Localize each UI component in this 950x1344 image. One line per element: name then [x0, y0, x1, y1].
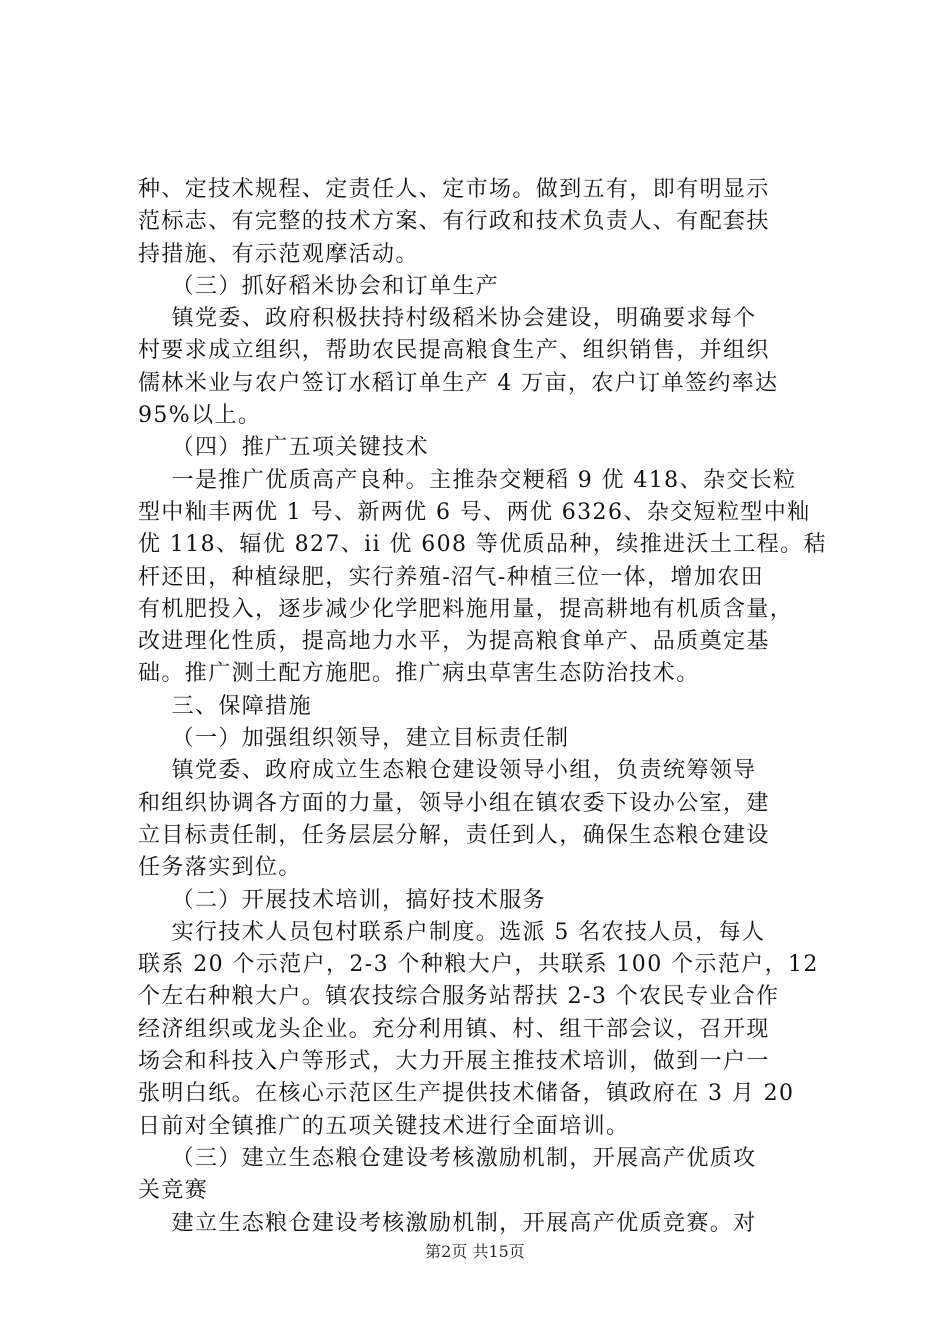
text-line: 场会和科技入户等形式，大力开展主推技术培训，做到一户一 [138, 1049, 770, 1075]
text-line: 杆还田，种植绿肥，实行养殖-沼气-种植三位一体，增加农田 [138, 564, 765, 590]
text-line: 镇党委、政府成立生态粮仓建设领导小组，负责统筹领导 [138, 758, 757, 784]
text-line: 个左右种粮大户。镇农技综合服务站帮扶 2-3 个农民专业合作 [138, 984, 780, 1010]
text-line: 建立生态粮仓建设考核激励机制，开展高产优质竞赛。对 [138, 1210, 757, 1236]
text-line: 任务落实到位。 [138, 855, 302, 881]
text-line: 型中籼丰两优 1 号、新两优 6 号、两优 6326、杂交短粒型中籼 [138, 499, 811, 525]
text-line: （四）推广五项关键技术 [138, 435, 429, 461]
text-line: 儒林米业与农户签订水稻订单生产 4 万亩，农户订单签约率达 [138, 370, 779, 396]
text-line: 联系 20 个示范户，2-3 个种粮大户，共联系 100 个示范户，12 [138, 952, 819, 978]
text-line: 一是推广优质高产良种。主推杂交粳稻 9 优 418、杂交长粒 [138, 467, 797, 493]
text-line: 础。推广测土配方施肥。推广病虫草害生态防治技术。 [138, 661, 700, 687]
text-line: 范标志、有完整的技术方案、有行政和技术负责人、有配套扶 [138, 209, 770, 235]
text-line: 实行技术人员包村联系户制度。选派 5 名农技人员，每人 [138, 919, 766, 945]
text-line: 张明白纸。在核心示范区生产提供技术储备，镇政府在 3 月 20 [138, 1081, 795, 1107]
text-line: 村要求成立组织，帮助农民提高粮食生产、组织销售，并组织 [138, 338, 770, 364]
text-line: 95%以上。 [138, 403, 262, 429]
text-line: 日前对全镇推广的五项关键技术进行全面培训。 [138, 1113, 630, 1139]
text-line: （三）抓好稻米协会和订单生产 [138, 273, 500, 299]
text-line: 关竞赛 [138, 1178, 209, 1204]
text-line: 和组织协调各方面的力量，领导小组在镇农委下设办公室，建 [138, 790, 770, 816]
document-body [138, 174, 838, 1240]
text-line: 改进理化性质，提高地力水平，为提高粮食单产、品质奠定基 [138, 629, 770, 655]
text-line: 有机肥投入，逐步减少化学肥料施用量，提高耕地有机质含量， [138, 596, 794, 622]
page-footer: 第2页 共15页 [425, 1242, 525, 1261]
text-line: 立目标责任制，任务层层分解，责任到人，确保生态粮仓建设 [138, 822, 770, 848]
text-line: 种、定技术规程、定责任人、定市场。做到五有，即有明显示 [138, 177, 770, 202]
text-line: 优 118、辐优 827、ii 优 608 等优质品种，续推进沃土工程。秸 [138, 532, 827, 558]
text-line: （一）加强组织领导，建立目标责任制 [138, 726, 570, 752]
text-line: （二）开展技术培训，搞好技术服务 [138, 887, 546, 913]
text-line: 镇党委、政府积极扶持村级稻米协会建设，明确要求每个 [138, 306, 757, 332]
text-line: 经济组织或龙头企业。充分利用镇、村、组干部会议，召开现 [138, 1016, 770, 1042]
text-line: 持措施、有示范观摩活动。 [138, 241, 419, 267]
text-line: 三、保障措施 [138, 693, 312, 719]
text-line: （三）建立生态粮仓建设考核激励机制，开展高产优质攻 [138, 1145, 757, 1171]
